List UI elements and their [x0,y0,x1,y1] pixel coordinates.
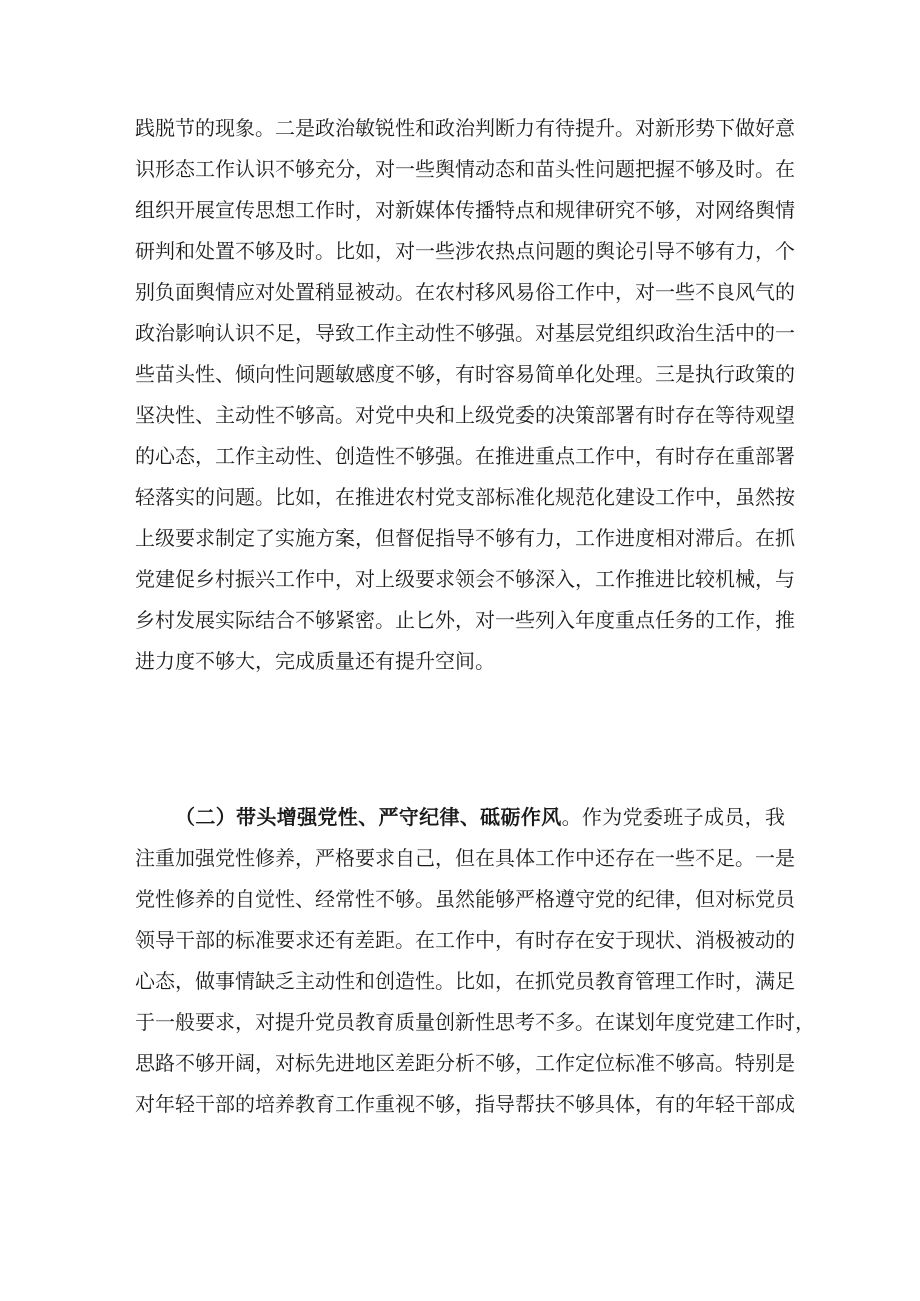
paragraph-line: 轻落实的问题。比如，在推进农村党支部标准化规范化建设工作中，虽然按 [135,485,795,509]
paragraph-line: 党性修养的自觉性、经常性不够。虽然能够严格遵守党的纪律，但对标党员 [135,887,795,911]
heading-continuation: 。作为党委班子成员，我 [561,805,786,829]
paragraph-line: 政治影响认识不足，导致工作主动性不够强。对基层党组织政治生活中的一 [135,321,795,345]
paragraph-1 [135,108,795,682]
paragraph-line: 思路不够开阔，对标先进地区差距分析不够，工作定位标准不够高。特别是 [135,1051,795,1075]
paragraph-2 [135,797,815,1125]
paragraph-line: 领导干部的标准要求还有差距。在工作中，有时存在安于现状、消极被动的 [135,928,795,952]
paragraph-line: 组织开展宣传思想工作时，对新媒体传播特点和规律研究不够，对网络舆情 [135,198,795,222]
paragraph-line: 对年轻干部的培养教育工作重视不够，指导帮扶不够具体，有的年轻干部成 [135,1092,795,1116]
paragraph-line: 别负面舆情应对处置稍显被动。在农村移风易俗工作中，对一些不良风气的 [135,280,795,304]
paragraph-line: 的心态，工作主动性、创造性不够强。在推进重点工作中，有时存在重部署 [135,444,795,468]
paragraph-line: 心态，做事情缺乏主动性和创造性。比如，在抓党员教育管理工作时，满足 [135,969,795,993]
paragraph-line: 党建促乡村振兴工作中，对上级要求领会不够深入，工作推进比较机械，与 [135,567,795,591]
paragraph-line: 于一般要求，对提升党员教育质量创新性思考不多。在谋划年度党建工作时， [135,1010,815,1034]
paragraph-line: 识形态工作认识不够充分，对一些舆情动态和苗头性问题把握不够及时。在 [135,157,795,181]
paragraph-line: 进力度不够大，完成质量还有提升空间。 [135,649,495,673]
paragraph-line: 乡村发展实际结合不够紧密。止匕外，对一些列入年度重点任务的工作，推 [135,608,795,632]
section-heading: （二）带头增强党性、严守纪律、砥砺作风 [175,805,562,829]
paragraph-line: 坚决性、主动性不够高。对党中央和上级党委的决策部署有时存在等待观望 [135,403,795,427]
paragraph-line: 研判和处置不够及时。比如，对一些涉农热点问题的舆论引导不够有力，个 [135,239,795,263]
paragraph-line: 上级要求制定了实施方案，但督促指导不够有力，工作进度相对滞后。在抓 [135,526,795,550]
paragraph-line: 践脱节的现象。二是政治敏锐性和政治判断力有待提升。对新形势下做好意 [135,116,795,140]
paragraph-line: 些苗头性、倾向性问题敏感度不够，有时容易简单化处理。三是执行政策的 [135,362,795,386]
paragraph-2-first-line [135,797,785,838]
paragraph-line: 注重加强党性修养，严格要求自己，但在具体工作中还存在一些不足。一是 [135,846,795,870]
